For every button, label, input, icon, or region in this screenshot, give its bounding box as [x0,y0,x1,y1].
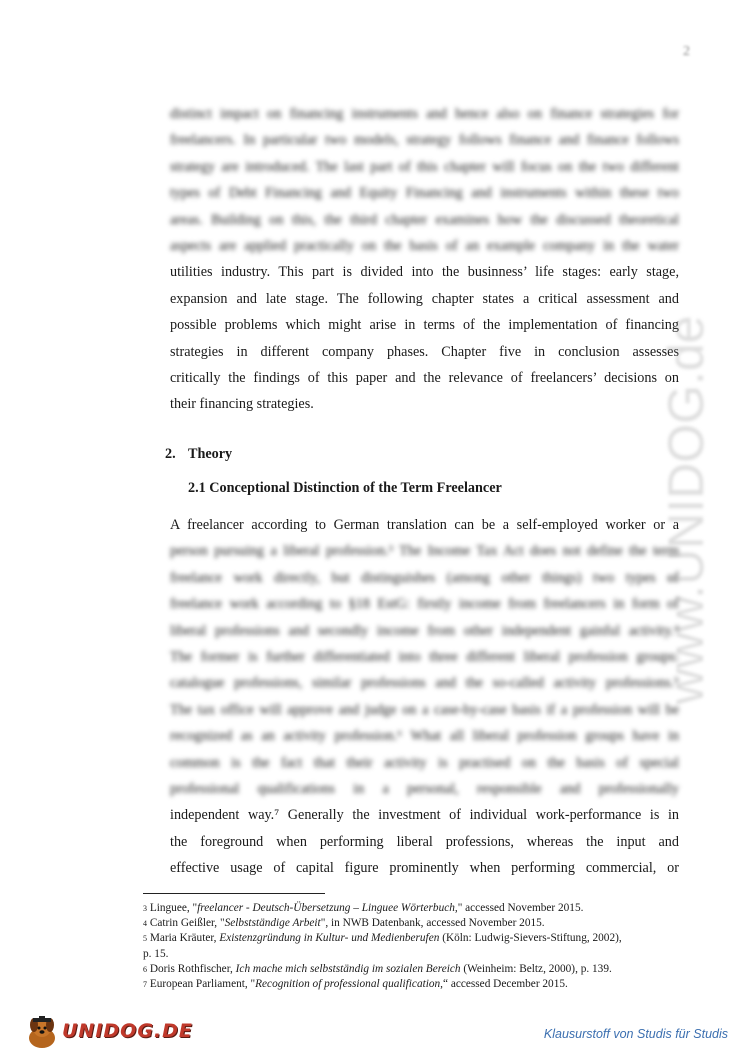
footnote-separator [143,893,325,894]
text-line: recognized as an activity profession.⁶ What all liberal profession groups have in [170,728,679,745]
watermark: www.UNIDOG.de [658,315,714,705]
text-line: aspects are applied practically on the basis of an example company in the water [170,237,679,254]
text-line: types of Debt Financing and Equity Financing and instruments within these two [170,185,679,202]
text-line: the foreground when performing liberal professions, whereas the input and [170,833,679,850]
subsection-title: 2.1 Conceptional Distinction of the Term Freelancer [188,480,502,496]
text-line: effective usage of capital figure prominently when performing commercial, or [170,860,679,877]
dog-mascot-icon [22,1016,62,1050]
unidog-logo[interactable] [22,1016,193,1050]
text-line: their financing strategies. [170,396,314,413]
text-line: expansion and late stage. The following chapter states a critical assessment and [170,290,679,307]
footnote: $^3$ Linguee, "freelancer - Deutsch-Übersetzung – Linguee Wörterbuch," accessed November 2015. [143,902,584,914]
text-line: possible problems which might arise in terms of the implementation of financing [170,317,679,334]
text-line: professional qualifications in a personal, responsible and professionally [170,780,679,797]
text-line: The former is further differentiated into three different liberal profession groups: [170,648,679,665]
footnote: p. 15. [143,947,169,960]
section-title: Theory [188,446,233,462]
footnote: $^4$ Catrin Geißler, "Selbstständige Arbeit", in NWB Datenbank, accessed November 2015. [143,917,545,930]
tagline: Klausurstoff von Studis für Studis [543,1027,728,1041]
footnotes [143,901,683,992]
text-line: freelance work directly, but distinguishes (among other things) two types of [170,569,679,586]
logo-text: UNIDOG.DE [62,1020,193,1042]
text-line: The tax office will approve and judge on a case-by-case basis if a profession will be [170,701,679,718]
text-line: distinct impact on financing instruments and hence also on finance strategies for [170,106,679,122]
footnote: $^6$ Doris Rothfischer, Ich mache mich selbstständig im sozialen Bereich (Weinheim: Beltz, 2000), p. 139. [143,962,612,975]
text-line: utilities industry. This part is divided into the businness’ life stages: early stage, [170,264,679,281]
text-line: strategies in different company phases. Chapter five in conclusion assesses [170,343,679,360]
text-line: common is the fact that their activity is practised on the basis of special [170,754,679,771]
text-line: catalogue professions, similar professions and the so-called activity professions.⁵ [170,675,679,692]
footnote: $^7$ European Parliament, "Recognition of professional qualification,“ accessed December 2015. [143,978,568,991]
text-line: strategy are introduced. The last part of this chapter will focus on the two different [170,158,679,175]
text-line: independent way.⁷ Generally the investment of individual work-performance is in [170,807,679,824]
footnote: $^5$ Maria Kräuter, Existenzgründung in Kultur- und Medienberufen (Köln: Ludwig-Sievers-Stiftung, 2002), [143,932,622,945]
text-line: A freelancer according to German translation can be a self-employed worker or a [170,517,679,533]
text-line: person pursuing a liberal profession.³ The Income Tax Act does not define the term [170,543,679,560]
section-number: 2. [165,446,176,462]
theory-paragraph [170,512,679,881]
intro-paragraph [170,101,679,418]
text-line: liberal professions and secondly income from other independent gainful activity.⁴ [170,622,679,639]
text-line: critically the findings of this paper and the relevance of freelancers’ decisions on [170,369,679,386]
page-number: 2 [683,44,690,59]
text-line: freelance work according to §18 EstG: firstly income from freelancers in form of [170,596,679,613]
text-line: areas. Building on this, the third chapter examines how the discussed theoretical [170,211,679,228]
text-line: freelancers. In particular two models, strategy follows finance and finance follows [170,132,679,149]
